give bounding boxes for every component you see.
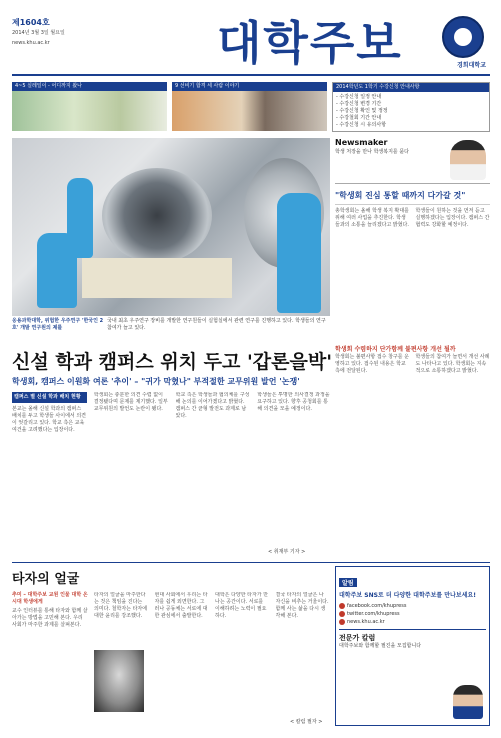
main-article-body [12, 392, 332, 552]
notice-divider [339, 629, 486, 630]
issue-url[interactable]: news.khu.ac.kr [12, 40, 50, 46]
main-headline[interactable]: 신설 학과 캠퍼스 위치 두고 '갑론을박' [12, 351, 333, 373]
sns-icon [339, 611, 345, 617]
teaser-3[interactable] [332, 82, 490, 132]
article-col: 학교 측은 학생들과 협의체를 구성해 논의를 이어가겠다고 밝혔다. 캠퍼스 간 균형 발전도 과제로 남았다. [175, 392, 250, 419]
notice-head: 알림 [339, 578, 357, 587]
recruit-portrait [453, 685, 483, 719]
newsmaker-label: Newsmaker [335, 138, 388, 147]
masthead [12, 10, 490, 76]
caption-text: 국내 최초 우주연구 장비를 개발한 연구원들이 실험실에서 관련 연구를 진행하고 있다. 학생들의 연구 참여가 늘고 있다. [107, 318, 326, 331]
researcher-figure [277, 193, 321, 313]
columnist-portrait [94, 650, 144, 712]
factbox-title: 캠퍼스 별 신설 학과 배치 현황 [12, 392, 87, 403]
article-col [12, 392, 87, 552]
main-subhead: 학생회, 캠퍼스 이원화 여론 '추이' – "귀가 막혔나" 부적절한 교무위원 발언 '논쟁' [12, 377, 300, 386]
caption-accent: 응용과학대학, 위험한 우주연구 '한국인 2호' 개발 연구원의 제를 [12, 318, 104, 331]
sidebar2-col: 학생회는 불편사항 접수 창구를 운영하고 있다. 접수된 내용은 학교 측에 전달된다. [335, 354, 409, 374]
teaser-strip [12, 82, 490, 132]
teaser-3-item: - 수강신청 확인 및 정정 [336, 108, 388, 114]
sidebar2-col: 학생들의 참여가 늘면서 개선 사례도 나타나고 있다. 학생회는 지속적으로 소통하겠다고 밝혔다. [415, 354, 490, 374]
teaser-3-item: - 수강신청 시 유의사항 [336, 122, 387, 128]
sns-list [339, 602, 486, 626]
article-text: 본교는 올해 신설 학과의 캠퍼스 배치를 두고 학생들 사이에서 의견이 엇갈리고 있다. 학교 측은 교육 여건을 고려했다는 입장이다. [12, 406, 86, 433]
sns-link[interactable]: twitter.com/khupress [339, 610, 486, 618]
sidebar-headline[interactable]: "학생회 진심 통할 때까지 다가갈 것" [335, 190, 490, 205]
teaser-3-item: - 수강신청 변경 기간 [336, 101, 382, 107]
issue-number: 제1604호 [12, 18, 50, 27]
sns-link[interactable]: facebook.com/khupress [339, 602, 486, 610]
section2-byline: < 칼럼 필자 > [290, 719, 323, 725]
photo-caption [12, 318, 330, 344]
main-lab-photo [12, 138, 330, 316]
teaser-1-image [12, 91, 167, 131]
university-seal-icon [442, 16, 484, 58]
newsmaker-portrait [450, 140, 486, 180]
teaser-2-image [172, 91, 327, 131]
right-sidebar [335, 138, 490, 344]
teaser-3-list [333, 92, 489, 131]
teaser-3-item: - 수강철회 기간 안내 [336, 115, 382, 121]
teaser-2[interactable] [172, 82, 327, 132]
sns-icon [339, 603, 345, 609]
teaser-2-label: 9 선비기 합격 세 사람 이야기 [172, 82, 327, 91]
section-divider [12, 562, 490, 563]
teaser-3-label: 2014학년도 1학기 수강신청 안내사항 [333, 83, 489, 92]
section2-red: 추미 – 대학주보 교원 인물 대학 온 시대 학생에게 [12, 592, 88, 605]
section2-col: 결국 타자의 얼굴은 나 자신을 비추는 거울이다. 함께 사는 삶을 다시 생각해 본다. [275, 592, 329, 619]
sidebar-col: 총학생회는 올해 학생 복지 확대를 위해 여러 사업을 추진한다. 학생들과의 소통을 늘리겠다고 밝혔다. [335, 208, 409, 228]
section2-col: 타자의 얼굴을 마주한다는 것은 책임을 진다는 의미다. 철학자는 타자에 대한 윤리를 강조했다. [94, 592, 148, 619]
sidebar-col: 학생들이 원하는 것을 먼저 듣고 실행하겠다는 입장이다. 캠퍼스 간 협력도 강화할 예정이다. [415, 208, 490, 228]
sns-link[interactable]: news.khu.ac.kr [339, 618, 486, 626]
recruit-title[interactable]: 전문가 칼럼 [339, 634, 376, 642]
notice-box [335, 566, 490, 726]
section2-intro [12, 592, 88, 629]
teaser-1-label: 4~5 실레일이 - 어디까지 왔나 [12, 82, 167, 91]
newsmaker-box[interactable] [335, 138, 490, 184]
university-name: 경희대학교 [457, 62, 486, 69]
section2-col: 현대 사회에서 우리는 타자를 쉽게 외면한다. 그러나 공동체는 서로에 대한 관심에서 출발한다. [154, 592, 208, 619]
teaser-3-item: - 수강신청 일정 안내 [336, 94, 382, 100]
researcher-figure [37, 233, 77, 308]
newsmaker-desc: 학생 처장을 만나 학생복지를 묻다 [335, 149, 409, 155]
article-col: 학생회는 충분한 의견 수렴 없이 결정됐다며 문제를 제기했다. 일부 교무위원의 발언도 논란이 됐다. [93, 392, 168, 412]
section2-left-text: 교수 인터뷰를 통해 타자와 함께 살아가는 방법을 고민해 본다. 우리 사회가 마주한 과제를 살펴본다. [12, 608, 88, 628]
article-byline: < 취재부 기자 > [268, 549, 306, 555]
teaser-1[interactable] [12, 82, 167, 132]
lab-desk [82, 258, 232, 298]
section2-col: 대학은 다양한 타자가 만나는 공간이다. 서로를 이해하려는 노력이 필요하다. [215, 592, 269, 619]
section2-title[interactable]: 타자의 얼굴 [12, 572, 80, 587]
sidebar2-headline[interactable]: 학생회 수렴하지 단가함께 불편사항 개선 될까 [335, 346, 456, 353]
recruit-desc: 대학주보와 함께할 필진을 모집합니다 [339, 643, 422, 649]
issue-date: 2014년 3월 3일 월요일 [12, 30, 65, 36]
sns-icon [339, 619, 345, 625]
right-sidebar-2 [335, 346, 490, 552]
sidebar2-body [335, 354, 490, 375]
article-col: 학생들은 투명한 의사결정 과정을 요구하고 있다. 향후 공청회를 통해 의견을 모을 예정이다. [257, 392, 330, 412]
newspaper-title: 대학주보 [217, 16, 403, 70]
issue-info [12, 18, 65, 48]
sidebar-body [335, 208, 490, 229]
vacuum-chamber [102, 168, 212, 263]
notice-lead: 대학주보 SNS로 더 다양한 대학주보를 만나보세요! [339, 592, 476, 599]
